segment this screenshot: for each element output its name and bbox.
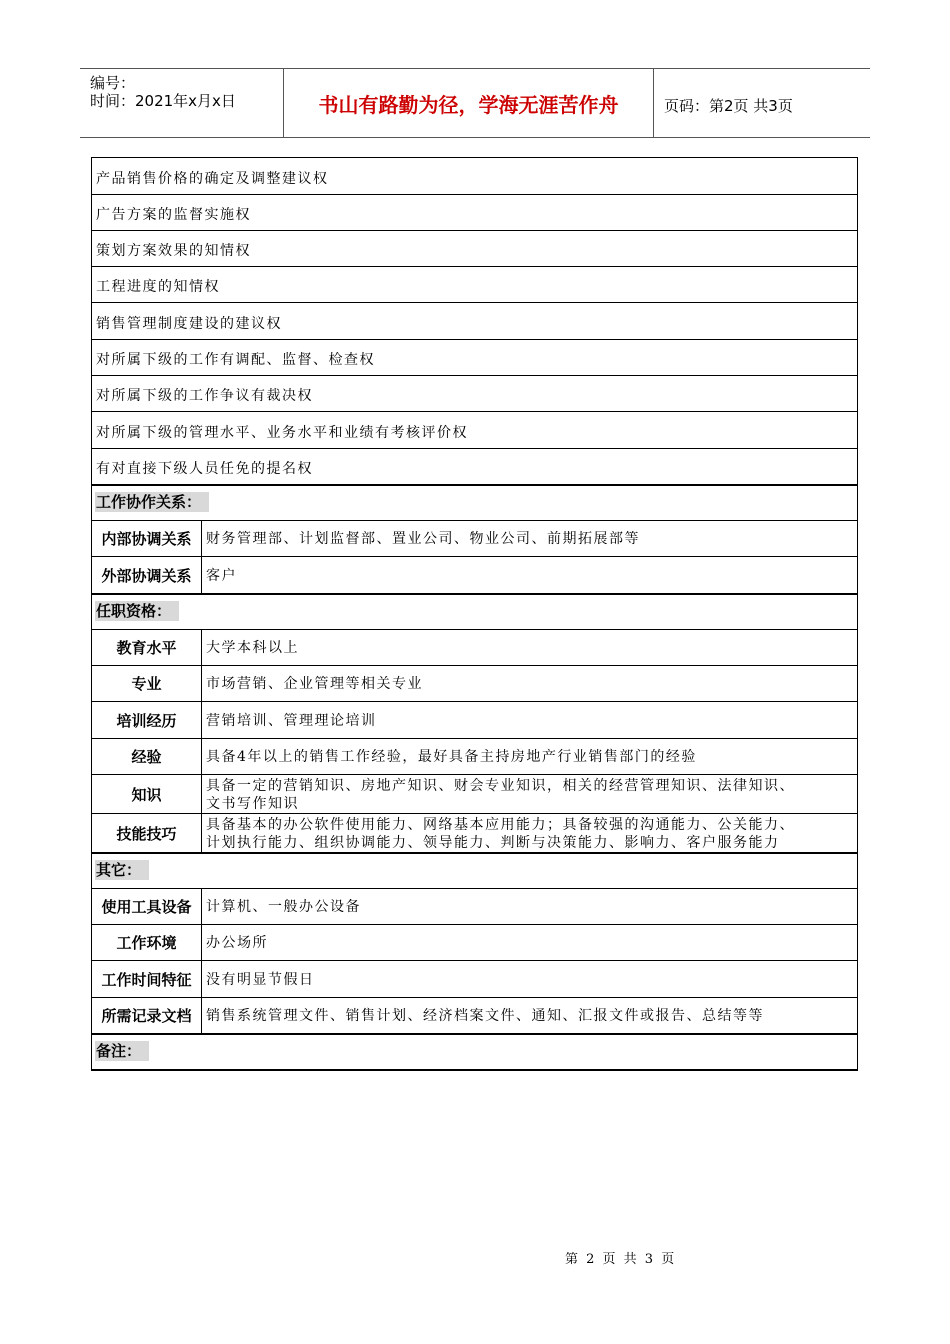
rights-row (91, 302, 858, 339)
section-title: 其它： (95, 860, 149, 880)
section-other (91, 852, 858, 888)
row-label: 教育水平 (92, 630, 202, 665)
education-row (91, 629, 858, 665)
row-value: 计划执行能力、组织协调能力、领导能力、判断与决策能力、影响力、客户服务能力 (206, 835, 780, 851)
rights-row (91, 230, 858, 266)
row-label: 经验 (92, 739, 202, 774)
rights-row (91, 411, 858, 448)
row-label: 工作环境 (92, 925, 202, 960)
row-label: 内部协调关系 (92, 521, 202, 556)
header-divider (653, 69, 654, 137)
row-value: 营销培训、管理理论培训 (206, 713, 377, 729)
row-value: 计算机、一般办公设备 (206, 899, 361, 915)
section-title: 备注： (95, 1041, 149, 1061)
header-page-info: 页码：第2页 共3页 (664, 97, 793, 115)
row-label: 所需记录文档 (92, 998, 202, 1033)
rights-row (91, 266, 858, 302)
row-label: 技能技巧 (92, 814, 202, 852)
experience-row (91, 738, 858, 774)
section-title: 任职资格： (95, 601, 179, 621)
records-row (91, 997, 858, 1033)
section-remarks (91, 1033, 858, 1069)
row-value: 具备4年以上的销售工作经验，最好具备主持房地产行业销售部门的经验 (206, 749, 697, 765)
page-header (80, 68, 870, 138)
document-date: 时间：2021年x月x日 (90, 92, 236, 110)
header-meta (80, 69, 283, 137)
row-label: 培训经历 (92, 702, 202, 738)
rights-row (91, 194, 858, 230)
row-value: 办公场所 (206, 935, 268, 951)
rights-text: 策划方案效果的知情权 (96, 243, 251, 259)
work-time-row (91, 960, 858, 997)
table-bottom-border (91, 1069, 858, 1071)
rights-text: 销售管理制度建设的建议权 (96, 316, 282, 332)
skills-row (91, 813, 858, 852)
row-label: 知识 (92, 775, 202, 813)
tools-row (91, 888, 858, 924)
row-label: 工作时间特征 (92, 961, 202, 997)
rights-text: 广告方案的监督实施权 (96, 207, 251, 223)
row-value: 财务管理部、计划监督部、置业公司、物业公司、前期拓展部等 (206, 531, 640, 547)
external-coordination-row (91, 556, 858, 593)
row-label: 使用工具设备 (92, 889, 202, 924)
job-description-table (91, 157, 860, 1071)
row-value: 销售系统管理文件、销售计划、经济档案文件、通知、汇报文件或报告、总结等等 (206, 1008, 764, 1024)
training-row (91, 701, 858, 738)
row-value: 文书写作知识 (206, 796, 299, 812)
rights-text: 产品销售价格的确定及调整建议权 (96, 171, 329, 187)
section-cooperation (91, 484, 858, 520)
rights-row (91, 448, 858, 484)
row-value: 大学本科以上 (206, 640, 299, 656)
row-value: 具备基本的办公软件使用能力、网络基本应用能力；具备较强的沟通能力、公关能力、 (206, 817, 795, 833)
header-motto: 书山有路勤为径，学海无涯苦作舟 (318, 92, 619, 117)
document-number-label: 编号： (90, 74, 136, 92)
major-row (91, 665, 858, 701)
section-title: 工作协作关系： (95, 492, 209, 512)
rights-text: 对所属下级的工作有调配、监督、检查权 (96, 352, 375, 368)
row-value: 客户 (206, 568, 237, 584)
rights-text: 有对直接下级人员任免的提名权 (96, 461, 313, 477)
rights-row (91, 339, 858, 375)
row-label: 外部协调关系 (92, 557, 202, 593)
rights-text: 对所属下级的管理水平、业务水平和业绩有考核评价权 (96, 425, 468, 441)
rights-row (91, 375, 858, 411)
rights-text: 工程进度的知情权 (96, 279, 220, 295)
knowledge-row (91, 774, 858, 813)
section-qualifications (91, 593, 858, 629)
work-environment-row (91, 924, 858, 960)
row-value: 具备一定的营销知识、房地产知识、财会专业知识，相关的经营管理知识、法律知识、 (206, 778, 795, 794)
rights-row (91, 157, 858, 194)
row-value: 市场营销、企业管理等相关专业 (206, 676, 423, 692)
rights-text: 对所属下级的工作争议有裁决权 (96, 388, 313, 404)
internal-coordination-row (91, 520, 858, 556)
row-label: 专业 (92, 666, 202, 701)
row-value: 没有明显节假日 (206, 972, 315, 988)
page-footer: 第 2 页 共 3 页 (565, 1252, 677, 1267)
